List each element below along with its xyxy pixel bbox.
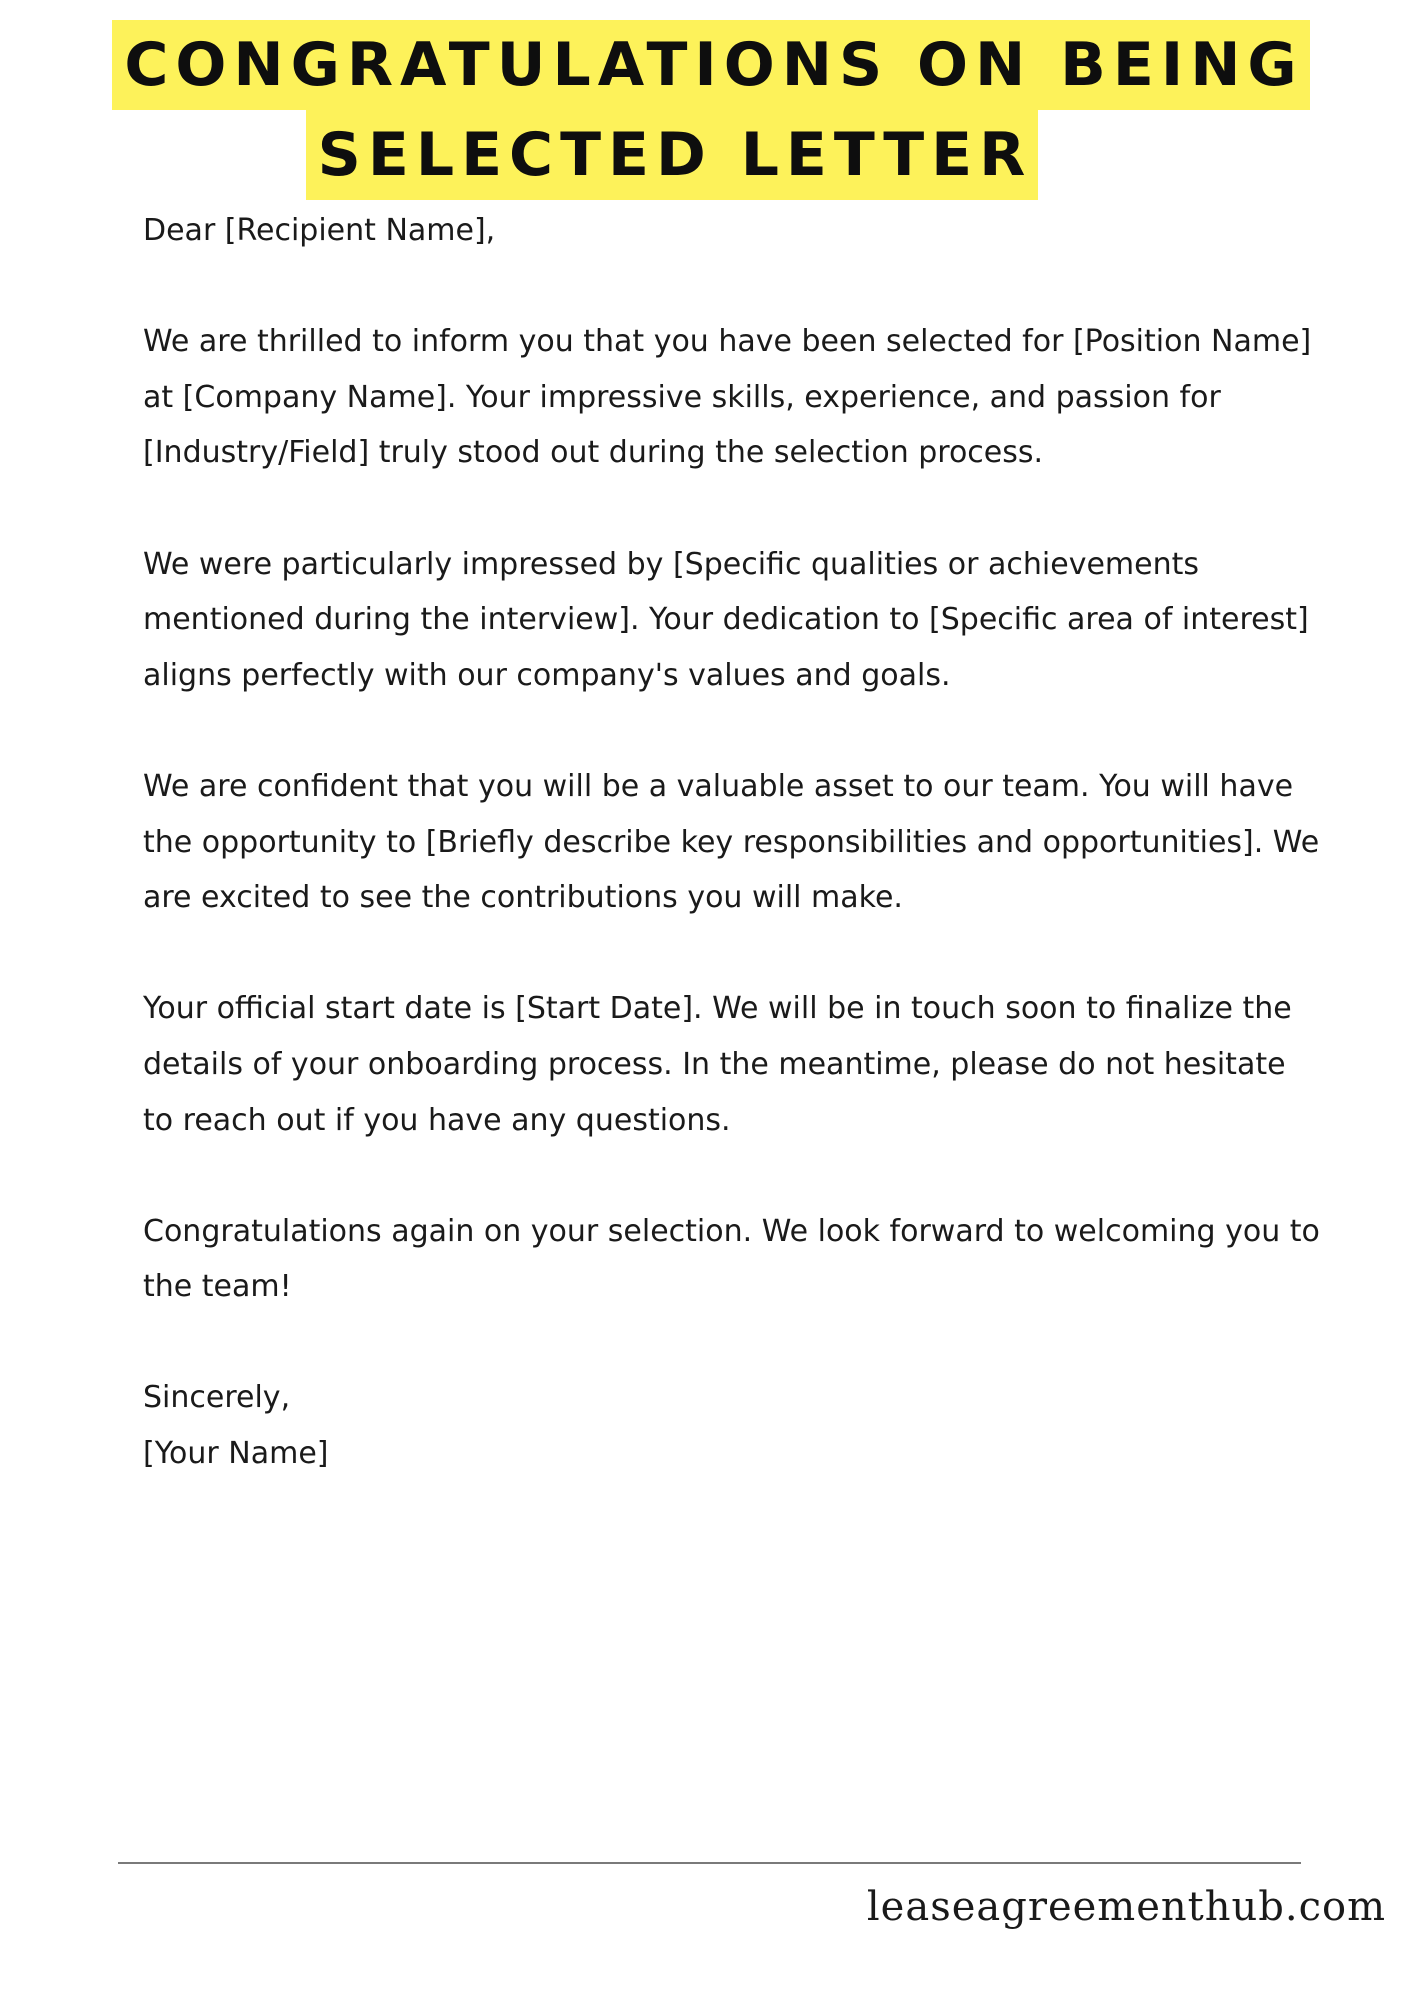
footer-divider bbox=[118, 1862, 1301, 1864]
salutation: Dear [Recipient Name], bbox=[143, 213, 496, 248]
title-line-1: CONGRATULATIONS ON BEING bbox=[112, 20, 1309, 110]
paragraph-5: Congratulations again on your selection. We look forward to welcoming you to the team! bbox=[143, 1213, 1320, 1305]
paragraph-4: Your official start date is [Start Date]. We will be in touch soon to finalize the details of your onboarding process. In the meantime, please do not hesitate to reach out if you have any questions. bbox=[143, 991, 1292, 1138]
title-line-2: SELECTED LETTER bbox=[306, 110, 1039, 200]
closing: Sincerely, bbox=[143, 1380, 291, 1416]
paragraph-2: We were particularly impressed by [Specific qualities or achievements mentioned during the interview]. Your dedication to [Specific area of interest] aligns perfectly with our company's values and goals. bbox=[143, 546, 1309, 693]
footer-website: leaseagreementhub.com bbox=[866, 1884, 1386, 1930]
paragraph-1: We are thrilled to inform you that you have been selected for [Position Name] at [Company Name]. Your impressive skills, experience, and passion for [Industry/Field] truly stood out during the selection process. bbox=[143, 324, 1312, 471]
page-title bbox=[0, 20, 1414, 200]
paragraph-3: We are confident that you will be a valuable asset to our team. You will have the opportunity to [Briefly describe key responsibilities and opportunities]. We are excited to see the contributions you will make. bbox=[143, 768, 1320, 916]
signature: [Your Name] bbox=[143, 1436, 329, 1472]
letter-body bbox=[143, 203, 1323, 1482]
